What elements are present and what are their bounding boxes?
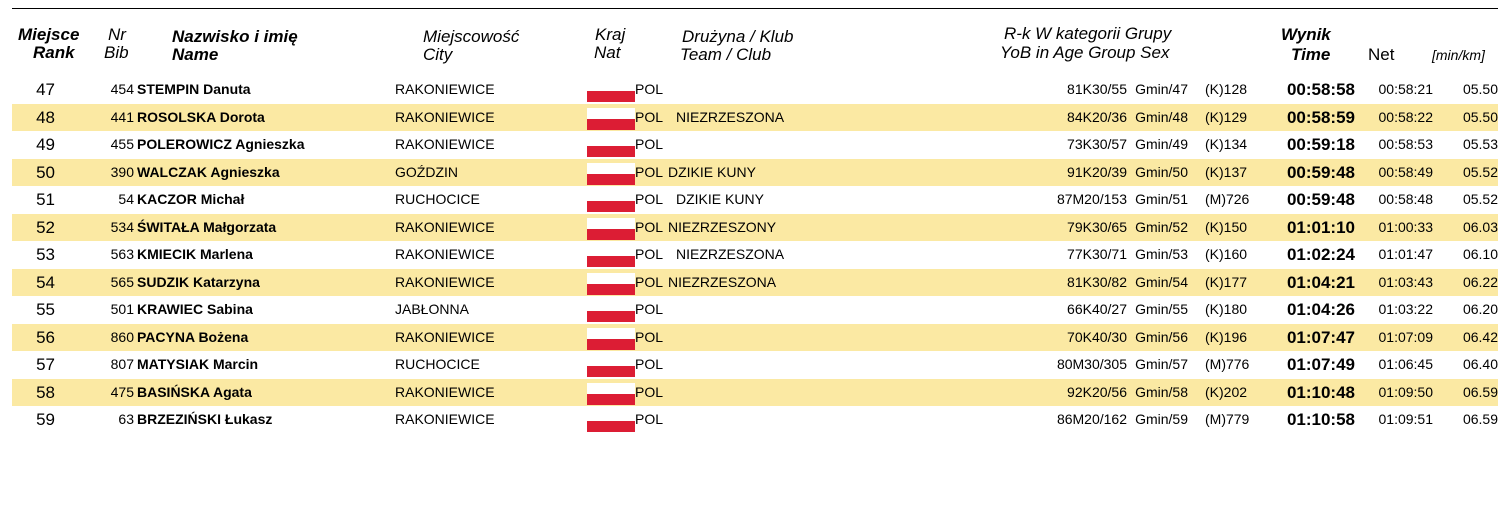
rank-cell: 48	[36, 107, 55, 127]
poland-flag-icon	[587, 355, 635, 377]
time-cell: 01:10:48	[1286, 382, 1355, 402]
category-cell: 73K30/57	[1067, 136, 1127, 152]
rank-cell: 56	[36, 327, 55, 347]
city-cell: JABŁONNA	[395, 301, 469, 317]
table-row	[12, 76, 1498, 104]
category-cell: 80M30/305	[1056, 356, 1127, 372]
nat-cell: POL	[635, 218, 664, 235]
time-cell: 01:07:47	[1286, 327, 1355, 347]
time-cell: 00:58:59	[1286, 107, 1355, 127]
name-cell: SUDZIK Katarzyna	[137, 273, 260, 290]
nat-cell: POL	[635, 273, 664, 290]
name-cell: WALCZAK Agnieszka	[137, 163, 280, 180]
net-time-cell: 00:58:53	[1378, 136, 1433, 152]
group-cell: Gmin/50	[1135, 163, 1188, 180]
name-cell: BRZEZIŃSKI Łukasz	[137, 411, 273, 427]
category-cell: 70K40/30	[1067, 328, 1127, 345]
header-pace: [min/km]	[1432, 47, 1485, 63]
group-cell: Gmin/57	[1135, 356, 1188, 372]
table-row	[12, 406, 1498, 434]
nat-cell: POL	[635, 246, 664, 262]
table-row	[12, 104, 1498, 132]
pace-cell: 05.50	[1462, 81, 1498, 97]
header-bib-en: Bib	[104, 43, 129, 62]
sex-rank-cell: (K)150	[1205, 218, 1248, 235]
poland-flag-icon	[587, 108, 635, 130]
bib-cell: 454	[110, 81, 134, 97]
rank-cell: 51	[36, 190, 55, 209]
nat-cell: POL	[635, 383, 664, 400]
table-row	[12, 379, 1498, 407]
poland-flag-icon	[587, 190, 635, 212]
table-row	[12, 324, 1498, 352]
poland-flag-icon	[587, 163, 635, 185]
poland-flag-icon	[587, 328, 635, 350]
pace-cell: 05.53	[1462, 136, 1498, 152]
sex-rank-cell: (K)160	[1205, 246, 1248, 262]
city-cell: RAKONIEWICE	[395, 218, 495, 235]
header-category-top: R-k W kategorii Grupy	[1004, 24, 1172, 43]
sex-rank-cell: (K)177	[1205, 273, 1248, 290]
group-cell: Gmin/59	[1135, 411, 1188, 427]
bib-cell: 455	[110, 136, 134, 152]
net-time-cell: 01:06:45	[1378, 356, 1433, 372]
poland-flag-icon	[587, 80, 635, 102]
header-nat-pl: Kraj	[595, 25, 626, 44]
name-cell: MATYSIAK Marcin	[137, 356, 259, 372]
city-cell: RAKONIEWICE	[395, 246, 495, 262]
table-row	[12, 131, 1498, 159]
club-cell: NIEZRZESZONA	[676, 108, 785, 125]
bib-cell: 441	[110, 108, 134, 125]
nat-cell: POL	[635, 356, 664, 372]
nat-cell: POL	[635, 136, 664, 152]
group-cell: Gmin/51	[1135, 191, 1188, 207]
nat-cell: POL	[635, 301, 664, 317]
bib-cell: 534	[110, 218, 134, 235]
pace-cell: 06.40	[1462, 356, 1498, 372]
name-cell: POLEROWICZ Agnieszka	[137, 136, 305, 152]
club-cell: NIEZRZESZONA	[668, 273, 777, 290]
time-cell: 01:07:49	[1286, 355, 1355, 374]
poland-flag-icon	[587, 273, 635, 295]
header-name-pl: Nazwisko i imię	[172, 27, 298, 46]
name-cell: KACZOR Michał	[137, 191, 245, 207]
rank-cell: 58	[36, 382, 55, 402]
header-rank-pl: Miejsce	[18, 25, 80, 44]
category-cell: 66K40/27	[1067, 301, 1127, 317]
bib-cell: 63	[118, 411, 134, 427]
group-cell: Gmin/56	[1135, 328, 1188, 345]
group-cell: Gmin/47	[1135, 81, 1188, 97]
city-cell: RAKONIEWICE	[395, 383, 495, 400]
pace-cell: 05.50	[1462, 108, 1498, 125]
sex-rank-cell: (K)137	[1205, 163, 1248, 180]
group-cell: Gmin/58	[1135, 383, 1188, 400]
time-cell: 01:01:10	[1286, 217, 1355, 237]
rank-cell: 53	[36, 245, 55, 264]
poland-flag-icon	[587, 245, 635, 267]
name-cell: ŚWITAŁA Małgorzata	[137, 218, 277, 235]
sex-rank-cell: (K)196	[1205, 328, 1248, 345]
pace-cell: 06.22	[1462, 273, 1498, 290]
time-cell: 01:04:21	[1286, 272, 1355, 292]
sex-rank-cell: (M)776	[1205, 356, 1250, 372]
net-time-cell: 01:09:51	[1378, 411, 1433, 427]
header-city-en: City	[423, 45, 453, 64]
sex-rank-cell: (M)779	[1205, 411, 1250, 427]
table-row	[12, 296, 1498, 324]
group-cell: Gmin/48	[1135, 108, 1188, 125]
rank-cell: 47	[36, 80, 55, 99]
city-cell: RUCHOCICE	[395, 356, 480, 372]
time-cell: 00:59:48	[1286, 162, 1355, 182]
nat-cell: POL	[635, 328, 664, 345]
table-row	[12, 269, 1498, 297]
poland-flag-icon	[587, 135, 635, 157]
time-cell: 01:04:26	[1286, 300, 1355, 319]
city-cell: RAKONIEWICE	[395, 328, 495, 345]
category-cell: 87M20/153	[1056, 191, 1127, 207]
net-time-cell: 01:09:50	[1378, 383, 1433, 400]
net-time-cell: 00:58:49	[1378, 163, 1433, 180]
pace-cell: 06.10	[1462, 246, 1498, 262]
poland-flag-icon	[587, 383, 635, 405]
name-cell: KMIECIK Marlena	[137, 246, 253, 262]
net-time-cell: 01:01:47	[1378, 246, 1433, 262]
pace-cell: 06.20	[1462, 301, 1498, 317]
net-time-cell: 01:00:33	[1378, 218, 1433, 235]
time-cell: 00:59:18	[1286, 135, 1355, 154]
header-rule	[12, 8, 1498, 9]
category-cell: 81K30/82	[1067, 273, 1127, 290]
rank-cell: 50	[36, 162, 55, 182]
bib-cell: 807	[110, 356, 134, 372]
time-cell: 00:58:58	[1286, 80, 1355, 99]
city-cell: GOŹDZIN	[395, 163, 458, 180]
header-name-en: Name	[172, 45, 219, 64]
rank-cell: 55	[36, 300, 55, 319]
bib-cell: 860	[110, 328, 134, 345]
time-cell: 01:10:58	[1286, 410, 1355, 429]
sex-rank-cell: (K)128	[1205, 81, 1248, 97]
sex-rank-cell: (K)180	[1205, 301, 1248, 317]
sex-rank-cell: (M)726	[1205, 191, 1250, 207]
net-time-cell: 00:58:48	[1378, 191, 1433, 207]
city-cell: RAKONIEWICE	[395, 108, 495, 125]
name-cell: KRAWIEC Sabina	[137, 301, 253, 317]
club-cell: NIEZRZESZONY	[668, 218, 777, 235]
group-cell: Gmin/53	[1135, 246, 1188, 262]
rank-cell: 54	[36, 272, 55, 292]
time-cell: 00:59:48	[1286, 190, 1355, 209]
sex-rank-cell: (K)129	[1205, 108, 1248, 125]
bib-cell: 501	[110, 301, 134, 317]
rank-cell: 52	[36, 217, 55, 237]
header-rank-en: Rank	[33, 43, 75, 62]
header-club-en: Team / Club	[680, 45, 772, 64]
pace-cell: 05.52	[1462, 191, 1498, 207]
table-row	[12, 186, 1498, 214]
club-cell: NIEZRZESZONA	[676, 246, 785, 262]
group-cell: Gmin/54	[1135, 273, 1188, 290]
header-net: Net	[1368, 45, 1395, 64]
table-row	[12, 214, 1498, 242]
net-time-cell: 01:03:22	[1378, 301, 1433, 317]
net-time-cell: 01:07:09	[1378, 328, 1433, 345]
category-cell: 86M20/162	[1056, 411, 1127, 427]
rank-cell: 57	[36, 355, 55, 374]
city-cell: RAKONIEWICE	[395, 411, 495, 427]
city-cell: RUCHOCICE	[395, 191, 480, 207]
nat-cell: POL	[635, 163, 664, 180]
sex-rank-cell: (K)202	[1205, 383, 1248, 400]
pace-cell: 05.52	[1462, 163, 1498, 180]
city-cell: RAKONIEWICE	[395, 81, 495, 97]
header-club-pl: Drużyna / Klub	[682, 27, 794, 46]
time-cell: 01:02:24	[1286, 245, 1355, 264]
bib-cell: 475	[110, 383, 134, 400]
group-cell: Gmin/55	[1135, 301, 1188, 317]
pace-cell: 06.59	[1462, 383, 1498, 400]
category-cell: 77K30/71	[1067, 246, 1127, 262]
header-time-pl: Wynik	[1281, 25, 1331, 44]
bib-cell: 565	[110, 273, 134, 290]
bib-cell: 563	[110, 246, 134, 262]
nat-cell: POL	[635, 411, 664, 427]
nat-cell: POL	[635, 108, 664, 125]
rank-cell: 59	[36, 410, 55, 429]
name-cell: BASIŃSKA Agata	[137, 383, 252, 400]
sex-rank-cell: (K)134	[1205, 136, 1248, 152]
name-cell: STEMPIN Danuta	[137, 81, 251, 97]
net-time-cell: 01:03:43	[1378, 273, 1433, 290]
name-cell: ROSOLSKA Dorota	[137, 108, 265, 125]
category-cell: 91K20/39	[1067, 163, 1127, 180]
group-cell: Gmin/49	[1135, 136, 1188, 152]
category-cell: 81K30/55	[1067, 81, 1127, 97]
poland-flag-icon	[587, 300, 635, 322]
header-time-en: Time	[1291, 45, 1331, 64]
name-cell: PACYNA Bożena	[137, 328, 249, 345]
category-cell: 79K30/65	[1067, 218, 1127, 235]
header-category-bottom: YoB in Age Group Sex	[1000, 43, 1170, 62]
rank-cell: 49	[36, 135, 55, 154]
table-row	[12, 159, 1498, 187]
net-time-cell: 00:58:22	[1378, 108, 1433, 125]
city-cell: RAKONIEWICE	[395, 136, 495, 152]
header-nat-en: Nat	[594, 43, 621, 62]
pace-cell: 06.03	[1462, 218, 1498, 235]
club-cell: DZIKIE KUNY	[676, 191, 764, 207]
group-cell: Gmin/52	[1135, 218, 1188, 235]
table-row	[12, 351, 1498, 379]
bib-cell: 390	[110, 163, 134, 180]
pace-cell: 06.42	[1462, 328, 1498, 345]
header-city-pl: Miejscowość	[423, 27, 520, 46]
pace-cell: 06.59	[1462, 411, 1498, 427]
category-cell: 84K20/36	[1067, 108, 1127, 125]
table-row	[12, 241, 1498, 269]
category-cell: 92K20/56	[1067, 383, 1127, 400]
nat-cell: POL	[635, 81, 664, 97]
bib-cell: 54	[118, 191, 134, 207]
net-time-cell: 00:58:21	[1378, 81, 1433, 97]
club-cell: DZIKIE KUNY	[668, 163, 756, 180]
poland-flag-icon	[587, 218, 635, 240]
nat-cell: POL	[635, 191, 664, 207]
header-bib-pl: Nr	[108, 25, 126, 44]
poland-flag-icon	[587, 410, 635, 432]
city-cell: RAKONIEWICE	[395, 273, 495, 290]
